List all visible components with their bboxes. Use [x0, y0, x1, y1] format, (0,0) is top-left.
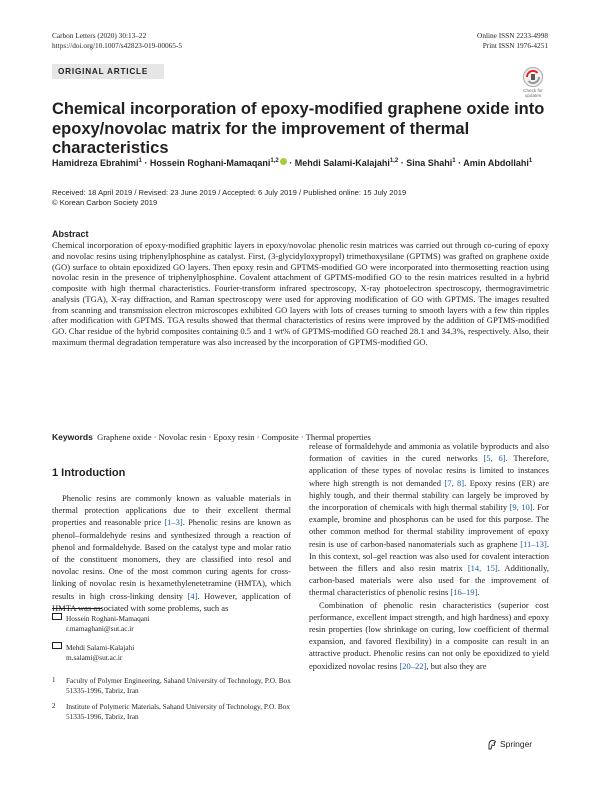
envelope-icon — [52, 614, 62, 625]
running-header-left — [52, 31, 182, 50]
body-column-left — [52, 492, 291, 614]
abstract-heading: Abstract — [52, 229, 89, 239]
print-issn: Print ISSN 1976-4251 — [482, 40, 548, 50]
citation-link[interactable]: [11–13] — [520, 538, 547, 549]
article-type-label: ORIGINAL ARTICLE — [58, 67, 149, 76]
author-separator: · — [144, 158, 148, 168]
citation-link[interactable]: [20–22] — [399, 660, 427, 671]
publisher-name: Springer — [500, 739, 533, 749]
citation-link[interactable]: [16–19] — [450, 587, 478, 598]
keywords-label: Keywords — [52, 432, 93, 442]
abstract-text: Chemical incorporation of epoxy-modified graphitic layers in epoxy/novolac phenolic resin matrices was carried out through co-curing of epoxy and novolac resins using triphenylphosphine as catalyst. First, (3-glycidyloxypropyl) trimethoxysilane (GPTMS) was grafted on graphene oxide (GO) surface to obtain epoxidized GO layers. Then epoxy resin and GPTMS-modified GO were incorporated into thermosetting reaction using novolac resin in the presence of triphenylphosphine. Covalent attachment of GPTMS-modified GO to the resin matrices resulted in a hybrid composite with high thermal characteristics. Fourier-transform infrared spectroscopy, X-ray photoelectron spectroscopy, thermogravimetric analysis (TGA), X-ray diffraction, and Raman spectroscopy were used for approving modification of GO with GPTMS. The images resulted from scanning and transmission electron microscopes exhibited GO layers with lots of creases turning to smooth layers with a few thin ripples after modification with GPTMS. TGA results showed that thermal characteristics of resins were improved by the addition of GPTMS-modified GO. Char residue of the hybrid composites containing 0.5 and 1 wt% of GPTMS-modified GO reached 28.1 and 34.3%, respectively. Also, their maximum thermal degradation temperature was also increased by the incorporation of GPTMS-modified GO. — [52, 240, 549, 347]
affiliation-text: Institute of Polymeric Materials, Sahand University of Technology, P.O. Box 51335-1996, Tabriz, Iran — [66, 702, 291, 721]
corr-author-email[interactable]: r.mamaghani@sut.ac.ir — [66, 623, 134, 633]
intro-paragraph-1: Phenolic resins are commonly known as valuable materials in thermal protection applications due to their excellent thermal properties and reasonable price [1–3]. Phenolic resins are known as phenol–formaldehyde resins and synthesized through a reaction of phenol and formaldehyde. Based on the catalyst type and molar ratio of the constituent monomers, they are classified into resol and novolac resins. One of the most common curing agents for cross-linking of novolac resin is hexamethylenetetramine (HMTA), which results in high cross-linking density [4]. However, application of HMTA was associated with some problems, such as — [52, 493, 291, 613]
history-dates: Received: 18 April 2019 / Revised: 23 June 2019 / Accepted: 6 July 2019 / Published online: 15 July 2019 — [52, 188, 407, 197]
corr-author-name: Mehdi Salami-Kalajahi — [66, 643, 135, 652]
footnote-rule — [52, 608, 102, 609]
online-issn: Online ISSN 2233-4998 — [477, 31, 548, 40]
citation-link[interactable]: [7, 8] — [444, 477, 465, 488]
publication-history — [52, 188, 552, 208]
intro-paragraph-2: Combination of phenolic resin characteristics (superior cost performance, excellent impact strength, and high hardness) and epoxy resin properties (low shrinkage on curing, low coefficient of thermal expansion, and favored flexibility) in a composite can result in an attractive product. Phenolic resins can not only be epoxidized to yield epoxidized novolac resins [20–22], but also they are — [309, 599, 549, 671]
author-list — [52, 155, 552, 169]
keywords-list: Graphene oxide · Novolac resin · Epoxy resin · Composite · Thermal properties — [97, 432, 371, 442]
check-updates-caption: Check for updates — [523, 88, 543, 98]
springer-horse-icon — [487, 739, 497, 750]
affiliation-number: 2 — [52, 702, 56, 710]
intro-paragraph-continued: release of formaldehyde and ammonia as volatile byproducts and also formation of cavities in the cured networks [5, 6]. Therefore, application of these types of novolac resins is limited to instances where high strength is not demanded [7, 8]. Epoxy resins (ER) are highly tough, and their thermal stability can largely be improved by the incorporation of chemicals with high thermal stability [9, 10]. For example, bromine and phosphorus can be used for this purpose. The other common method for thermal stability improvement of epoxy resin is use of carbon-based nanomaterials such as graphene [11–13]. In this context, sol–gel reaction was also used for covalent interaction between the fillers and also resin matrix [14, 15]. Additionally, carbon-based materials were also used for the improvement of thermal characteristics of phenolic resins [16–19]. — [309, 441, 549, 598]
author[interactable]: Amin Abdollahi$^1$ — [463, 158, 533, 168]
citation-link[interactable]: [9, 10] — [509, 502, 533, 513]
corr-author-email[interactable]: m.salami@sut.ac.ir — [66, 652, 123, 662]
citation-link[interactable]: [4] — [187, 590, 198, 601]
running-header-right — [477, 31, 548, 50]
journal-citation: Carbon Letters (2020) 30:13–22 — [52, 31, 147, 40]
author[interactable]: Sina Shahi$^1$ — [406, 158, 456, 168]
section-heading-introduction: 1 Introduction — [52, 467, 126, 479]
publisher-logo — [487, 738, 532, 750]
author[interactable]: Mehdi Salami-Kalajahi$^{1,2}$ — [294, 158, 399, 168]
envelope-icon — [52, 643, 62, 654]
author[interactable]: Hossein Roghani-Mamaqani$^{1,2}$ — [150, 158, 287, 168]
author-separator: · — [289, 158, 293, 168]
corr-author-name: Hossein Roghani-Mamaqani — [66, 614, 150, 623]
affiliation-text: Faculty of Polymer Engineering, Sahand University of Technology, P.O. Box 51335-1996, Tabriz, Iran — [66, 676, 291, 695]
author[interactable]: Hamidreza Ebrahimi$^1$ — [52, 158, 142, 168]
orcid-icon[interactable] — [280, 158, 287, 165]
author-separator: · — [400, 158, 404, 168]
citation-link[interactable]: [1–3] — [164, 517, 183, 528]
check-updates-icon — [518, 66, 548, 90]
affiliation-number: 1 — [52, 676, 56, 684]
copyright: © Korean Carbon Society 2019 — [52, 198, 158, 207]
article-title: Chemical incorporation of epoxy-modified graphene oxide into epoxy/novolac matrix for the improvement of thermal characteristics — [52, 100, 545, 157]
doi-link[interactable]: https://doi.org/10.1007/s42823-019-00065-5 — [52, 40, 182, 50]
body-column-right — [309, 440, 549, 672]
article-type-band — [52, 64, 164, 79]
citation-link[interactable]: [5, 6] — [483, 453, 506, 464]
citation-link[interactable]: [14, 15] — [467, 563, 498, 574]
author-separator: · — [458, 158, 462, 168]
